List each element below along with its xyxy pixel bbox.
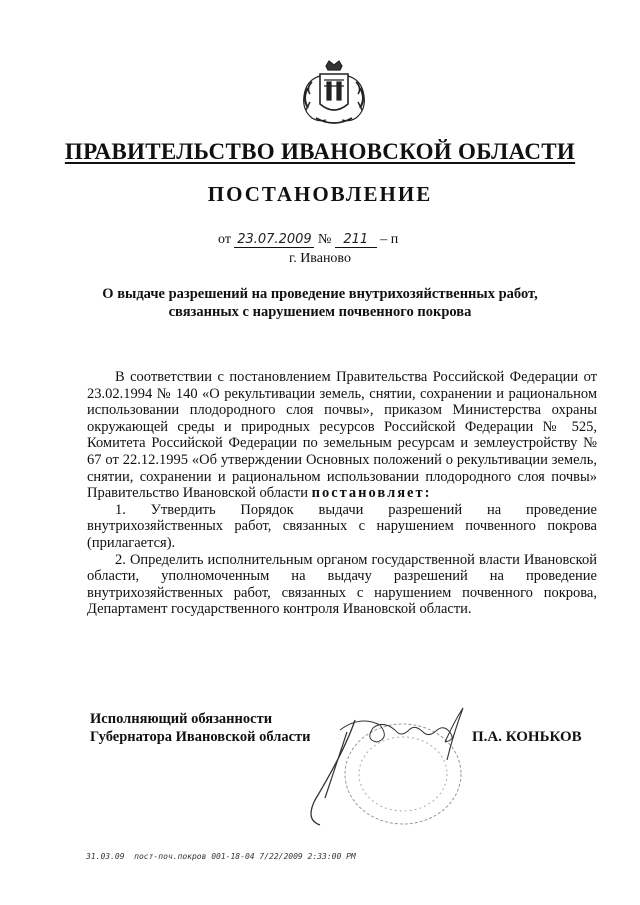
item-2: 2. Определить исполнительным органом государственной власти Ивановской области, уполномоченным на выдачу разрешений на проведение внутрихозяйственных работ, связанных с нарушением почвенного покрова, Департамент государственного контроля Ивановской области. (87, 551, 597, 618)
document-type: ПОСТАНОВЛЕНИЕ (207, 182, 433, 206)
position-line-2: Губернатора Ивановской области (90, 729, 311, 745)
item-1: 1. Утвердить Порядок выдачи разрешений на проведение внутрихозяйственных работ, связанных с нарушением почвенного покрова (прилагается). (87, 501, 597, 551)
position-line-1: Исполняющий обязанности (90, 711, 273, 727)
document-subject (80, 285, 560, 321)
preamble-text: В соответствии с постановлением Правительства Российской Федерации от 23.02.1994 № 140 «О рекультивации земель, снятии, сохранении и рациональном использовании плодородного слоя почвы», приказом Министерства охраны окружающей среды и природных ресурсов Российской Федерации № 525, Комитета Российской Федерации по земельным ресурсам и землеустройству № 67 от 22.12.1995 «Об утверждении Основных положений о рекультивации земель, снятии, сохранении и рациональном использовании плодородного слоя почвы» Правительство Ивановской области (87, 369, 597, 502)
city: г. Иваново (289, 251, 351, 266)
signatory-name: П.А. КОНЬКОВ (472, 729, 582, 745)
file-footer: 31.03.09 пост-поч.покров 001-18-04 7/22/2009 2:33:00 PM (86, 852, 356, 861)
government-title: ПРАВИТЕЛЬСТВО ИВАНОВСКОЙ ОБЛАСТИ (64, 139, 576, 164)
document-body (87, 369, 597, 618)
document-date: 23.07.2009 (234, 233, 314, 248)
signature-and-stamp (285, 690, 485, 840)
subject-line-1: О выдаче разрешений на проведение внутрихозяйственных работ, (102, 286, 538, 302)
resolves-word: постановляет: (311, 485, 432, 502)
preamble-paragraph (87, 369, 597, 502)
document-number: 211 (335, 233, 377, 248)
date-prefix: от (218, 232, 231, 247)
number-suffix: – п (380, 232, 399, 247)
coat-of-arms-icon (296, 58, 372, 130)
signatory-position (90, 710, 311, 746)
date-number-line (218, 232, 398, 248)
subject-line-2: связанных с нарушением почвенного покрова (168, 304, 472, 320)
number-sign: № (317, 232, 332, 247)
